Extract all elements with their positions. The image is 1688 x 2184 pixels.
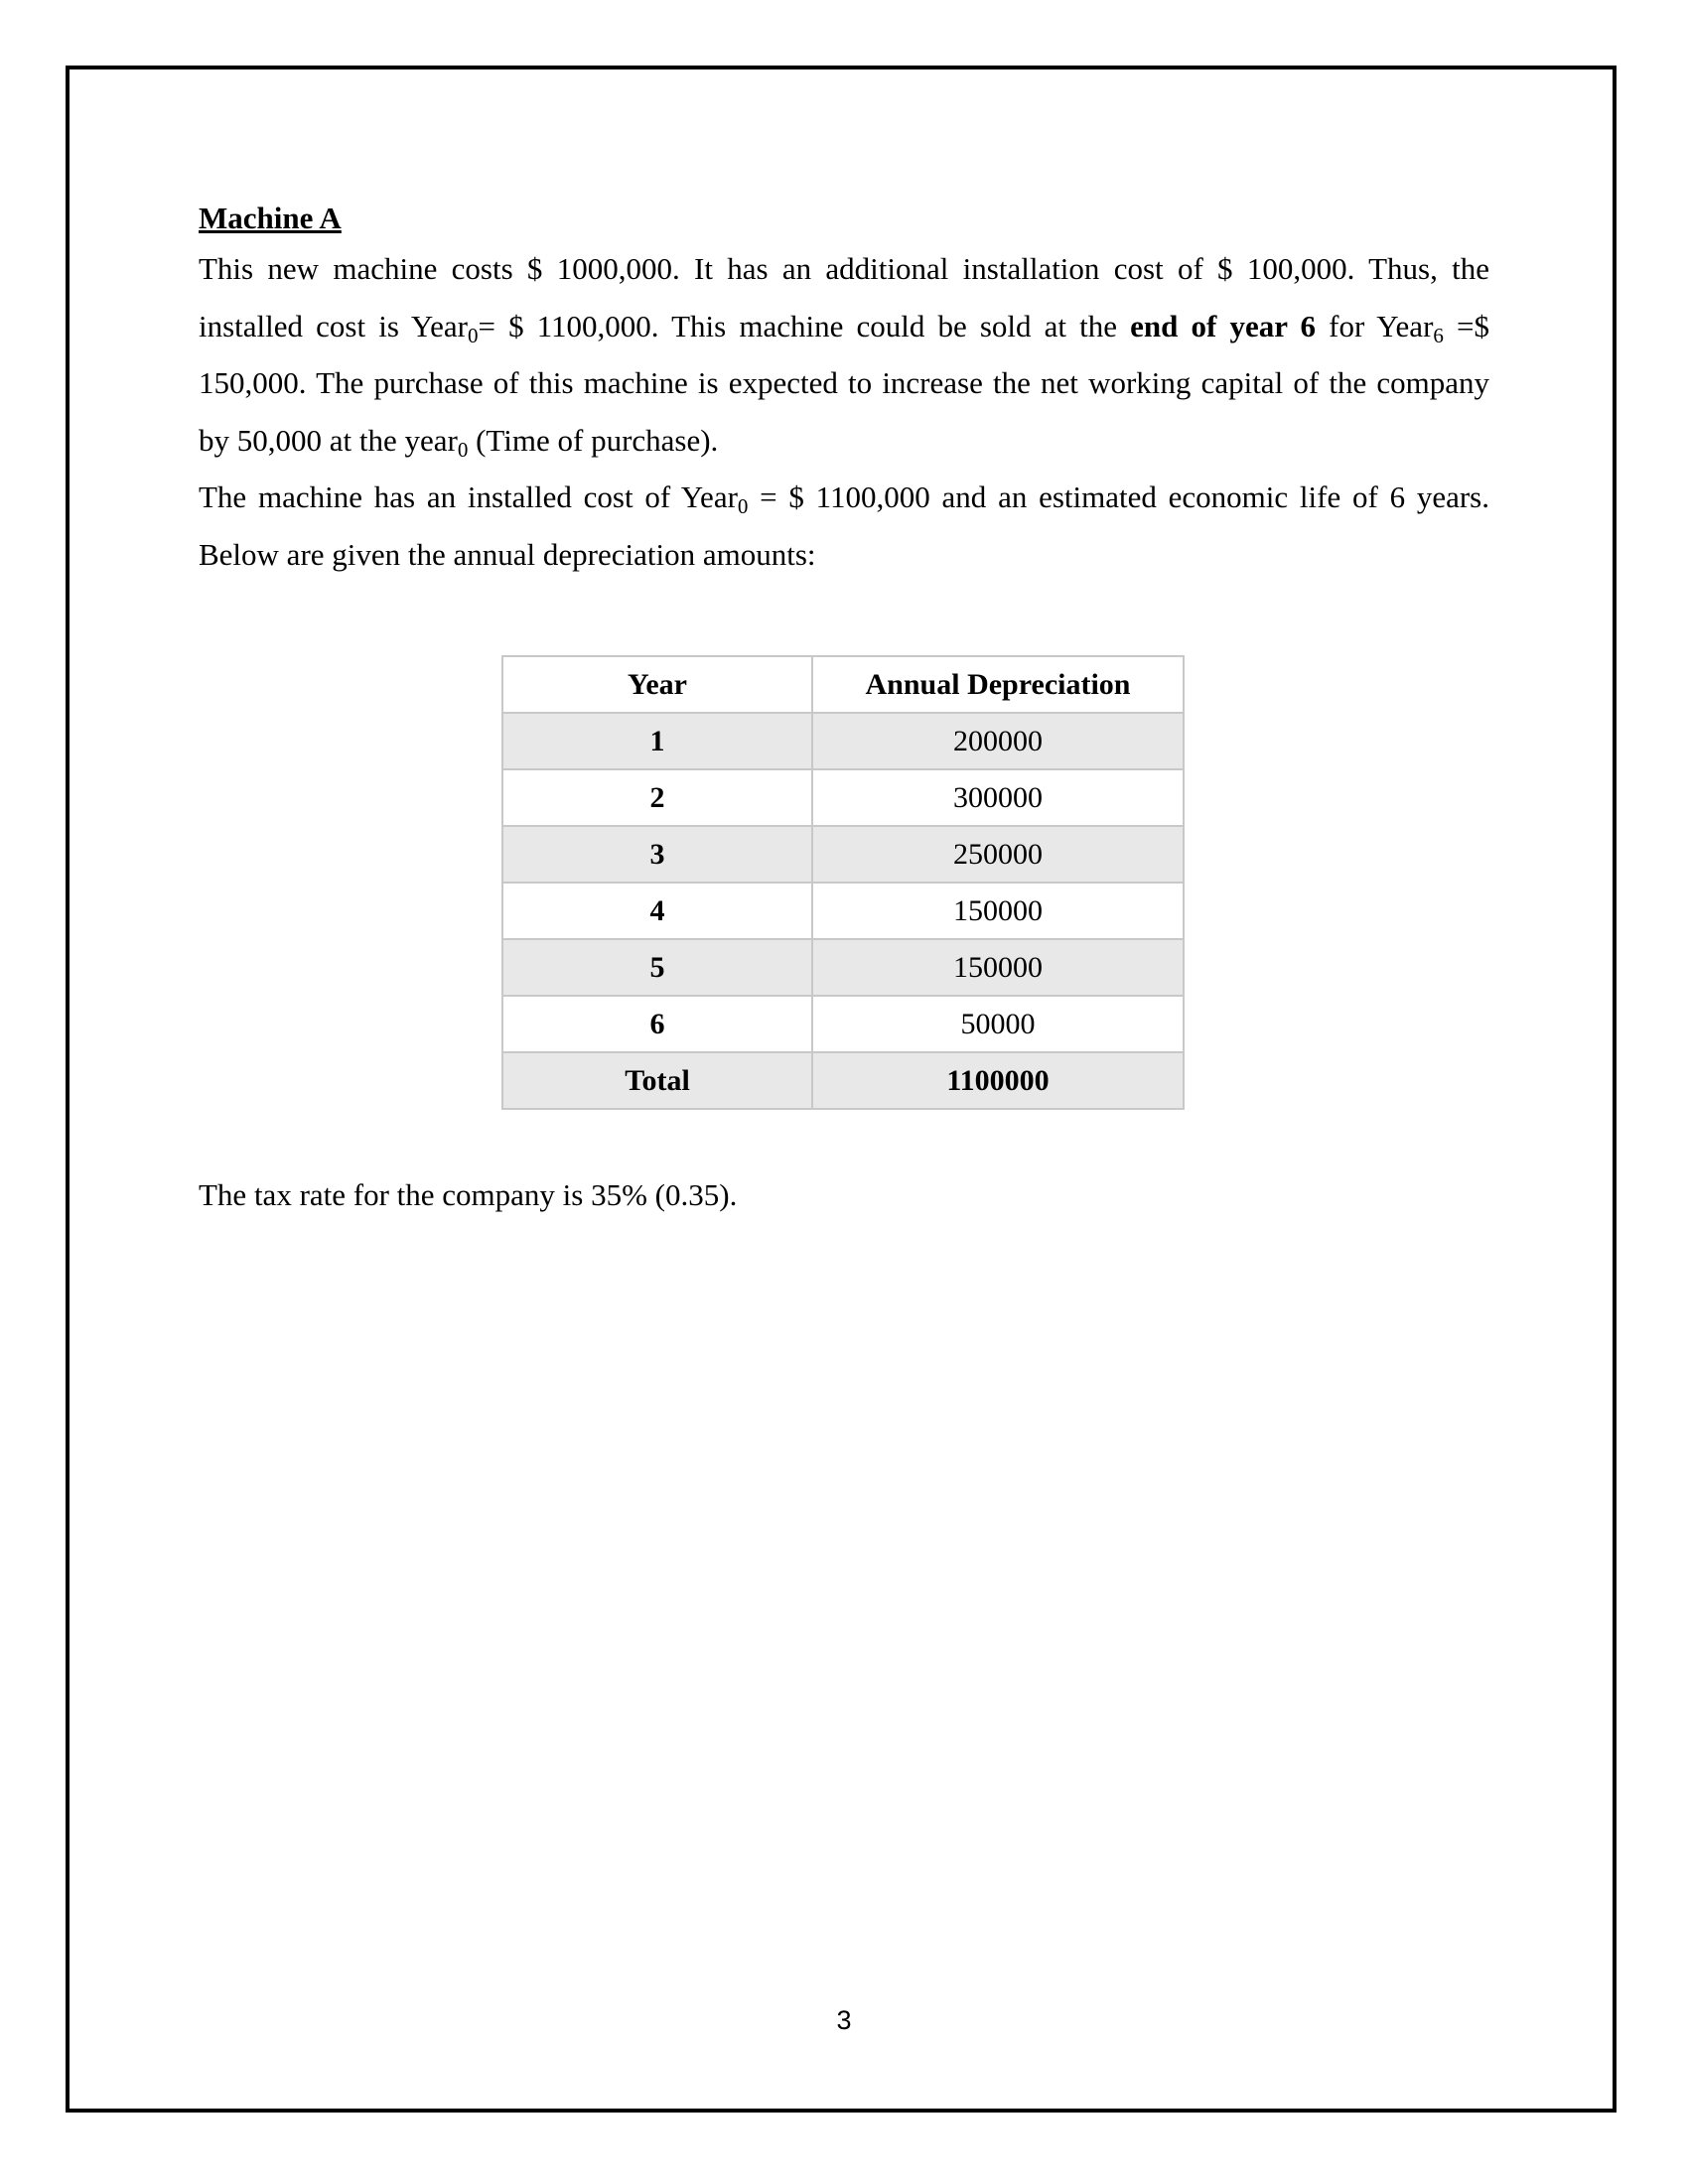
cell-year: 5 (502, 939, 812, 996)
table-row (502, 883, 1184, 939)
cell-total-value: 1100000 (812, 1052, 1184, 1109)
table-row (502, 769, 1184, 826)
para1-subscript: 0 (467, 323, 479, 347)
cell-depreciation: 150000 (812, 883, 1184, 939)
cell-depreciation: 50000 (812, 996, 1184, 1052)
cell-year: 1 (502, 713, 812, 769)
page-number: 3 (836, 2005, 852, 2035)
para1-text: (Time of purchase). (468, 422, 719, 458)
tax-rate-note: The tax rate for the company is 35% (0.35). (199, 1177, 738, 1212)
para2-text: = $ 1100,000 and an estimated economic life of 6 years. Below are given the annual depreciation amounts: (199, 479, 1489, 572)
para1-subscript: 0 (457, 437, 469, 462)
header-annual-depreciation: Annual Depreciation (812, 656, 1184, 713)
depreciation-table (501, 655, 1185, 1110)
table-row (502, 939, 1184, 996)
cell-year: 2 (502, 769, 812, 826)
table-row (502, 996, 1184, 1052)
cell-depreciation: 250000 (812, 826, 1184, 883)
cell-depreciation: 300000 (812, 769, 1184, 826)
para1-text: This new machine costs $ 1000,000. It has an additional installation cost of $ 100,000. Thus, the installed cost is Year (199, 251, 1489, 343)
table-row (502, 826, 1184, 883)
section-heading: Machine A (199, 201, 342, 235)
cell-total-label: Total (502, 1052, 812, 1109)
depreciation-paragraph (199, 469, 1489, 583)
para2-subscript: 0 (737, 494, 749, 518)
para1-bold-text: end of year 6 (1130, 308, 1317, 343)
para1-text: for Year (1316, 308, 1434, 343)
cell-depreciation: 200000 (812, 713, 1184, 769)
para1-text: = $ 1100,000. This machine could be sold at the (478, 308, 1131, 343)
table-header-row (502, 656, 1184, 713)
cell-year: 6 (502, 996, 812, 1052)
table-row (502, 713, 1184, 769)
cell-year: 3 (502, 826, 812, 883)
para2-text: The machine has an installed cost of Year (199, 479, 738, 514)
cell-year: 4 (502, 883, 812, 939)
para1-text: =$ 150,000. The purchase of this machine is expected to increase the net working capital of the company by 50,000 at the year (199, 308, 1490, 458)
cell-depreciation: 150000 (812, 939, 1184, 996)
para1-subscript: 6 (1433, 323, 1444, 347)
intro-paragraph (199, 240, 1489, 469)
table-total-row (502, 1052, 1184, 1109)
header-year: Year (502, 656, 812, 713)
document-body (199, 197, 1489, 583)
